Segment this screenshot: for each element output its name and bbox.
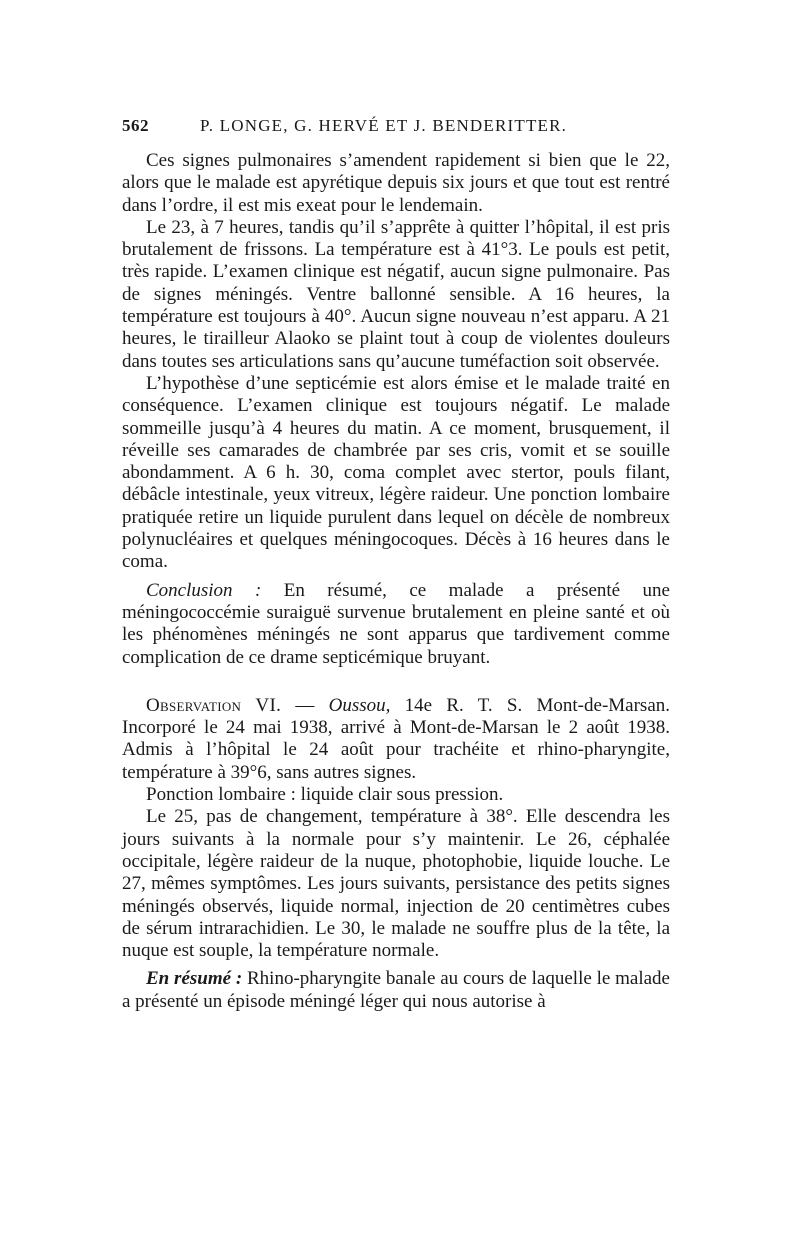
summary-text: Rhino-pharyngite banale au cours de laquelle le malade a présenté un épisode méningé léger qui nous autorise à xyxy=(122,968,670,1012)
page-header xyxy=(122,116,670,140)
paragraph-day-25: Le 25, pas de changement, température à 38°. Elle descendra les jours suivants à la normale pour s’y maintenir. Le 26, céphalée occipitale, légère raideur de la nuque, photophobie, liquide louche. Le 27, mêmes symptômes. Les jours suivants, persistance des petits signes méningés observés, liquide normal, injection de 20 centimètres cubes de sérum intrarachidien. Le 30, le malade ne souffre plus de la tête, la nuque est souple, la température normale. xyxy=(122,806,670,962)
page-content xyxy=(122,116,670,1013)
conclusion-label: Conclusion : xyxy=(146,579,262,601)
summary-label: En résumé : xyxy=(146,968,243,990)
paragraph-lumbar-puncture: Ponction lombaire : liquide clair sous pression. xyxy=(146,784,504,806)
running-head: P. LONGE, G. HERVÉ ET J. BENDERITTER. xyxy=(200,116,568,135)
paragraph-day-23: Le 23, à 7 heures, tandis qu’il s’apprête à quitter l’hôpital, il est pris brutalement de frissons. La température est à 41°3. Le pouls est petit, très rapide. L’examen clinique est négatif, aucun signe pulmonaire. Pas de signes méningés. Ventre ballonné sensible. A 16 heures, la température est toujours à 40°. Aucun signe nouveau n’est apparu. A 21 heures, le tirailleur Alaoko se plaint tout à coup de violentes douleurs dans toutes ses articulations sans qu’aucune tuméfaction soit observée. xyxy=(122,216,670,372)
paragraph-summary xyxy=(122,968,670,1013)
paragraph-pulmonary-signs: Ces signes pulmonaires s’amendent rapidement si bien que le 22, alors que le malade est apyrétique depuis six jours et que tout est rentré dans l’ordre, il est mis exeat pour le lendemain. xyxy=(122,150,670,216)
observation-dash: — xyxy=(281,694,329,716)
observation-text: 14e R. T. S. Mont-de-Marsan. Incorporé le 24 mai 1938, arrivé à Mont-de-Marsan le 2 août 1938. Admis à l’hôpital le 24 août pour trachéite et rhino-pharyngite, température à 39°6, sans autres signes. xyxy=(122,694,670,783)
conclusion-text: En résumé, ce malade a présenté une méningococcémie suraiguë survenue brutalement en pleine santé et où les phénomènes méningés ne sont apparus que tardivement comme complication de ce drame septicémique bruyant. xyxy=(122,579,670,668)
observation-patient-name: Oussou, xyxy=(328,694,391,716)
paragraph-observation-vi xyxy=(122,695,670,784)
paragraph-conclusion xyxy=(122,580,670,669)
paragraph-septicemia: L’hypothèse d’une septicémie est alors émise et le malade traité en conséquence. L’examen clinique est toujours négatif. Le malade sommeille jusqu’à 4 heures du matin. A ce moment, brusquement, il réveille ses camarades de chambrée par ses cris, vomit et se souille abondamment. A 6 h. 30, coma complet avec stertor, pouls filant, débâcle intestinale, yeux vitreux, légère raideur. Une ponction lombaire pratiquée retire un liquide purulent dans lequel on décèle de nombreux polynucléaires et quelques méningocoques. Décès à 16 heures dans le coma. xyxy=(122,372,670,573)
observation-label: Observation VI. xyxy=(146,694,282,716)
page-number: 562 xyxy=(122,116,149,135)
